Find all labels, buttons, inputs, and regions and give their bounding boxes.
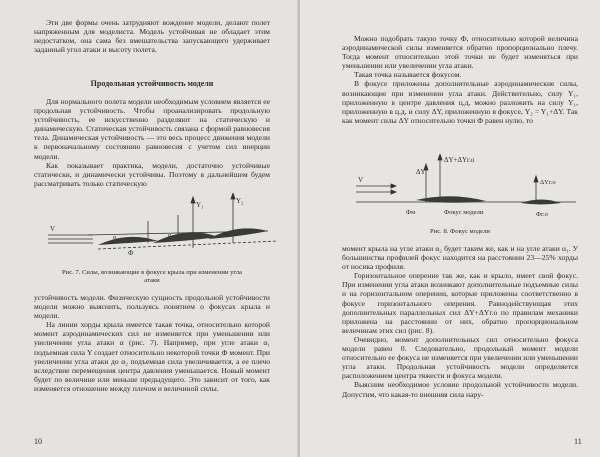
right-page-number: 11 [574, 437, 582, 446]
left-paragraph-1: Для нормального полета модели необходимым условием является ее продольная устойчивость. Чтобы проанализировать продольную устойчивость, ее искусственно разделяют на статическую и динамическую. Статическая устойчивость связана с формой равновесия тела. Динамическая устойчивость — это весь процесс движения модели к первоначальному состоянию равновесия с учетом сил инерции модели. [34, 97, 270, 161]
fig7-y2-label: Y₂ [236, 197, 244, 205]
fig8-phi-go-label: Фг.о [536, 211, 548, 218]
fig7-a1-label: α₁ [113, 235, 119, 241]
fig8-dy-sum-label: ΔY+ΔYг.о [444, 156, 475, 164]
figure-8-caption: Рис. 8. Фокус модели [430, 228, 490, 235]
fig8-dy-label: ΔY [416, 168, 426, 176]
right-body-top [342, 34, 578, 125]
left-paragraph-2: Как показывает практика, модели, достаточно устойчивые статически, и динамически устойчивы. Поэтому в дальнейшем будем рассматривать только статическую [34, 160, 270, 188]
fig7-v-label: V [50, 225, 56, 233]
fig8-phi-m-label: Фм [406, 209, 416, 216]
right-paragraph-6: Очевидно, момент дополнительных сил относительно фокуса модели равен 0. Следовательно, продольный момент модели относительно ее фокуса не изменяется при увеличении или уменьшении угла атаки. Продольная устойчивость модели определяется расположением центра тяжести и фокуса модели. [342, 334, 578, 381]
right-paragraph-2: Такая точка называется фокусом. [354, 70, 462, 80]
left-intro-text [34, 18, 270, 54]
fig7-phi-label: Ф [128, 249, 134, 257]
fig8-focus-label: Фокус модели [444, 209, 484, 216]
figure-7-wing-forces [28, 193, 298, 263]
fig8-v-label: V [358, 176, 364, 184]
figure-8-model-focus [336, 154, 596, 224]
right-page [300, 0, 600, 457]
right-paragraph-4: момент крыла на угле атаки α₂ будет таким же, как и на угле атаки α₁. У большинства профилей фокус находится на расстоянии 23—25% хорды от носика профиля. [342, 244, 578, 272]
fig7-a3-label: α₃ [223, 231, 229, 237]
right-paragraph-7: Выясним необходимое условие продольной устойчивости модели. Допустим, что какая-то внешняя сила нару- [342, 380, 578, 399]
intro-paragraph: Эти две формы очень затрудняют вождение модели, делают полет напряженным для моделиста. Модель устойчивая не обладает этим недостатком, она сама без вмешательства запускающего удерживает заданный угол атаки и высоту полета. [34, 18, 270, 55]
fig7-a2-label: α₂ [168, 233, 174, 239]
left-paragraph-4: На линии хорды крыла имеется такая точка, относительно которой момент аэродинамических сил не изменяется при уменьшении или увеличении угла атаки α (рис. 7). Например, при угле атаки α₁ подъемная сила Y создает относительно некоторой точки Ф момент. При увеличении угла атаки до α₂ подъемная сила увеличивается, а ее плечо вследствие перемещения центра давления уменьшается. Новый момент будет по величине или меньше предыдущего. Это зависит от того, как изменяется отношение между плечом и величиной силы. [34, 320, 270, 393]
right-paragraph-5: Горизонтальное оперение так же, как и крыло, имеет свой фокус. При изменении угла атаки возникают дополнительные подъемные силы и на горизонтальном оперении, которые приложены соответственно в фокусе горизонтального оперения. Равнодействующая этих дополнительных параллельных сил ΔY+ΔYг.о по правилам механики приложена на расстоянии от них, обратно пропорциональном величинам этих сил (рис. 8). [342, 271, 578, 335]
right-paragraph-1: Можно подобрать такую точку Ф, относительно которой величина аэродинамической силы изменяется обратно пропорционально плечу. Тогда момент относительно этой точки не будет изменяться при уменьшении или увеличении угла атаки. [342, 34, 578, 71]
fig8-dy-go-label: ΔYг.о [540, 179, 556, 186]
right-body-bottom [342, 244, 578, 399]
left-paragraph-3: устойчивость модели. Физическую сущность продольной устойчивости модели можно выяснить, пользуясь понятием о фокусах крыла и модели. [34, 293, 270, 321]
fig7-y1-label: Y₁ [196, 201, 204, 209]
section-title: Продольная устойчивость модели [90, 79, 214, 88]
right-paragraph-3: В фокусе приложены дополнительные аэродинамические силы, возникающие при изменении угла атаки. Действительно, силу Y₁, приложенную в центре давления ц.д, можно разложить на силу Y₁, приложенную в ц.д, и силу ΔY, приложенную в фокусе, Y₂ = Y₁+ΔY. Так как момент силы ΔY относительно точки Ф равен нулю, то [342, 79, 578, 125]
left-body-top [34, 97, 270, 188]
figure-7-caption: Рис. 7. Силы, возникающие в фокусе крыла при изменении угла атаки [62, 269, 242, 284]
left-page-number: 10 [34, 437, 42, 446]
left-body-bottom [34, 293, 270, 393]
